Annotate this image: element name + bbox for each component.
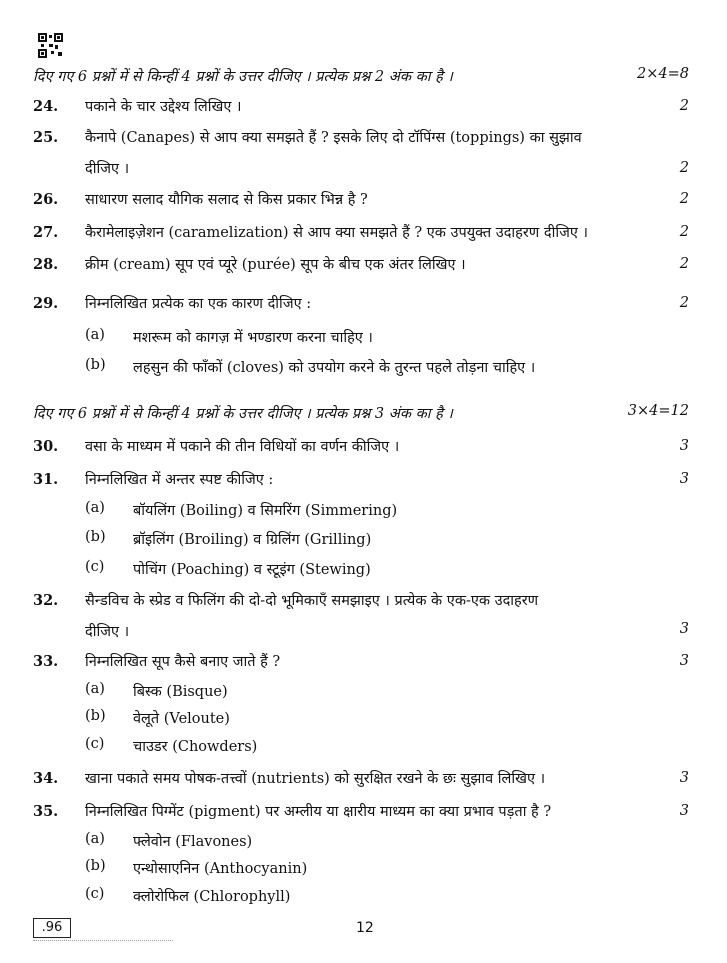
question-text: निम्नलिखित में अन्तर स्पष्ट कीजिए : (85, 472, 274, 488)
paper-code-box: .96 (33, 918, 71, 938)
question-marks: 2 (679, 256, 689, 272)
question-number: 30. (33, 438, 59, 455)
question-text: निम्नलिखित प्रत्येक का एक कारण दीजिए : (85, 296, 312, 312)
question-marks: 2 (679, 160, 689, 176)
question-text-line2: दीजिए । (85, 624, 130, 640)
section-instruction-text: दिए गए 6 प्रश्नों में से किन्हीं 4 प्रश्नों के उत्तर दीजिए । प्रत्येक प्रश्न 3 अंक का है । (33, 406, 453, 422)
question-number: 34. (33, 770, 59, 787)
option-label: (b) (85, 858, 106, 874)
question-text: कैरामेलाइज़ेशन (caramelization) से आप क्या समझते हैं ? एक उपयुक्त उदाहरण दीजिए । (85, 225, 588, 241)
question-marks: 3 (679, 621, 689, 637)
question-marks: 3 (679, 653, 689, 669)
qr-code-icon (38, 33, 63, 58)
question-number: 27. (33, 224, 59, 241)
question-text: वसा के माध्यम में पकाने की तीन विधियों का वर्णन कीजिए । (85, 439, 400, 455)
option-text: लहसुन की फाँकों (cloves) को उपयोग करने के तुरन्त पहले तोड़ना चाहिए । (133, 360, 536, 376)
question-text-line1: सैन्डविच के स्प्रेड व फिलिंग की दो-दो भूमिकाएँ समझाइए । प्रत्येक के एक-एक उदाहरण (85, 593, 539, 609)
question-number: 31. (33, 471, 59, 488)
option-label: (b) (85, 529, 106, 545)
question-marks: 2 (679, 191, 689, 207)
option-text: फ्लेवोन (Flavones) (133, 834, 253, 850)
option-label: (c) (85, 559, 105, 575)
question-text: निम्नलिखित सूप कैसे बनाए जाते हैं ? (85, 654, 281, 670)
option-text: बिस्क (Bisque) (133, 684, 228, 700)
question-text-line1: कैनापे (Canapes) से आप क्या समझते हैं ? इसके लिए दो टॉपिंग्स (toppings) का सुझाव (85, 130, 582, 146)
option-label: (c) (85, 736, 105, 752)
question-number: 29. (33, 295, 59, 312)
option-label: (a) (85, 831, 105, 847)
option-text: चाउडर (Chowders) (133, 739, 258, 755)
question-text: निम्नलिखित पिग्मेंट (pigment) पर अम्लीय या क्षारीय माध्यम का क्या प्रभाव पड़ता है ? (85, 804, 552, 820)
option-label: (b) (85, 357, 106, 373)
question-text-line2: दीजिए । (85, 161, 130, 177)
question-number: 28. (33, 256, 59, 273)
option-label: (a) (85, 327, 105, 343)
option-text: वेलूते (Veloute) (133, 711, 230, 727)
question-number: 25. (33, 129, 59, 146)
section-marks: 3×4=12 (627, 403, 689, 419)
question-text: साधारण सलाद यौगिक सलाद से किस प्रकार भिन्न है ? (85, 192, 368, 208)
section-instruction (33, 403, 689, 423)
option-label: (a) (85, 500, 105, 516)
option-text: पोचिंग (Poaching) व स्टूइंग (Stewing) (133, 562, 371, 578)
option-label: (a) (85, 681, 105, 697)
question-marks: 3 (679, 438, 689, 454)
section-instruction-text: दिए गए 6 प्रश्नों में से किन्हीं 4 प्रश्नों के उत्तर दीजिए । प्रत्येक प्रश्न 2 अंक का है । (33, 69, 453, 85)
option-text: बॉयलिंग (Boiling) व सिमरिंग (Simmering) (133, 503, 398, 519)
option-text: क्लोरोफिल (Chlorophyll) (133, 889, 291, 905)
section-marks: 2×4=8 (637, 66, 689, 82)
question-number: 35. (33, 803, 59, 820)
option-text: ब्रॉइलिंग (Broiling) व ग्रिलिंग (Grilling) (133, 532, 372, 548)
question-text: क्रीम (cream) सूप एवं प्यूरे (purée) सूप के बीच एक अंतर लिखिए । (85, 257, 466, 273)
question-number: 26. (33, 191, 59, 208)
question-marks: 2 (679, 224, 689, 240)
option-label: (c) (85, 886, 105, 902)
question-marks: 3 (679, 471, 689, 487)
question-marks: 2 (679, 98, 689, 114)
question-number: 32. (33, 592, 59, 609)
question-number: 33. (33, 653, 59, 670)
question-number: 24. (33, 98, 59, 115)
option-text: एन्थोसाएनिन (Anthocyanin) (133, 861, 308, 877)
page-number: 12 (356, 920, 374, 936)
question-text: खाना पकाते समय पोषक-तत्त्वों (nutrients) को सुरक्षित रखने के छः सुझाव लिखिए । (85, 771, 546, 787)
option-text: मशरूम को कागज़ में भण्डारण करना चाहिए । (133, 330, 373, 346)
option-label: (b) (85, 708, 106, 724)
section-instruction (33, 66, 689, 86)
question-marks: 3 (679, 770, 689, 786)
question-marks: 2 (679, 295, 689, 311)
question-marks: 3 (679, 803, 689, 819)
footer-divider (33, 940, 173, 941)
question-text: पकाने के चार उद्देश्य लिखिए । (85, 99, 242, 115)
